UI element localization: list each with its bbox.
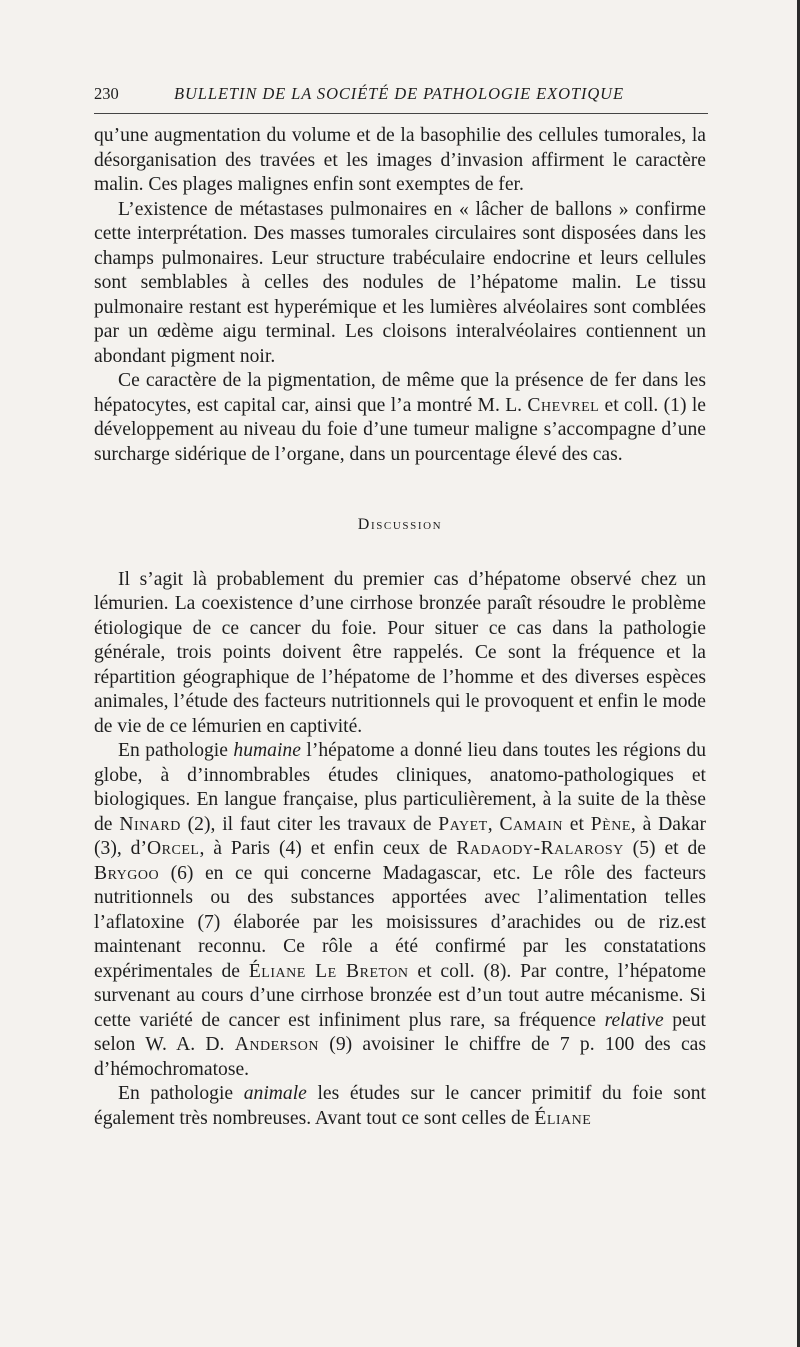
page-number: 230 — [94, 84, 119, 103]
author-name: Orcel — [147, 838, 200, 859]
author-name: Éliane — [534, 1107, 592, 1129]
italic-term: relative — [604, 1009, 664, 1031]
text-run: , — [487, 813, 500, 835]
text-run: (9) avoisiner le chiffre de 7 p. 100 des cas d’hémochromatose. — [94, 1034, 706, 1080]
paragraph-2: L’existence de métastases pulmonaires en « lâcher de ballons » confirme cette interprétation. Des masses tumorales circulaires sont disposées dans les champs pulmonaires. Leur structure trabéculaire endocrine et leurs cellules sont semblables à celles des nodules de l’hépatome malin. Le tissu pulmonaire restant est hyperémique et les lumières alvéolaires sont comblées par un œdème aigu terminal. Les cloisons interalvéolaires contiennent un abondant pigment noir. — [94, 198, 706, 367]
text-run: l’hépatome a donné lieu dans toutes les régions du globe, à d’innombrables études cliniques, anatomo-pathologiques et biologiques. En langue française, plus particulièrement, à la suite de la thèse de — [94, 740, 706, 835]
author-name: Payet — [438, 813, 488, 835]
author-name: Éliane Le Breton — [248, 960, 409, 982]
text-run: et coll. (8). Par contre, l’hépatome survenant au cours d’une cirrhose bronzée est d’un tout autre mécanisme. Si cette variété de cancer est infiniment plus rare, sa fréquence — [94, 960, 706, 1031]
paragraph-4: Il s’agit là probablement du premier cas d’hépatome observé chez un lémurien. La coexistence d’une cirrhose bronzée paraît résoudre le problème étiologique de ce cancer du foie. Pour situer ce cas dans la pathologie générale, trois points doivent être rappelés. Ce sont la fréquence et la répartition géographique de l’hépatome de l’homme et des diverses espèces animales, l’étude des facteurs nutritionnels qui le provoquent et enfin le mode de vie de ce lémurien en captivité. — [94, 568, 706, 737]
text-run: Ce caractère de la pigmentation, de même que la présence de fer dans les hépatocytes, est capital car, ainsi que l’a montré M. L. — [94, 370, 706, 416]
paragraph-1: qu’une augmentation du volume et de la basophilie des cellules tumorales, la désorganisation des travées et les images d’invasion affirment le caractère malin. Ces plages malignes enfin sont exemptes de fer. — [94, 125, 706, 195]
text-run: , à Dakar (3), d’ — [94, 813, 707, 859]
paragraph-6 — [94, 1082, 706, 1131]
author-name: Ninard — [119, 813, 181, 835]
author-name: Radaody-Ralarosy — [456, 838, 624, 859]
body-text — [94, 124, 706, 1131]
section-heading: Discussion — [357, 516, 443, 533]
author-name: Pène — [590, 813, 631, 835]
text-run: les études sur le cancer primitif du foie sont également très nombreuses. Avant tout ce sont celles de — [94, 1083, 706, 1129]
text-run: (6) en ce qui concerne Madagascar, etc. Le rôle des facteurs nutritionnels ou des substances apportées avec l’alimentation telles l’aflatoxine (7) élaborée par les moisissures d’arachides ou de riz.est maintenant reconnu. Ce rôle a été confirmé par les constatations expérimentales de — [94, 862, 706, 982]
author-name: Camain — [499, 813, 563, 835]
text-run: En pathologie — [118, 740, 234, 761]
author-name: Anderson — [234, 1034, 320, 1055]
text-run: , à Paris (4) et enfin ceux de — [199, 838, 457, 859]
italic-term: humaine — [233, 740, 301, 761]
text-run: En pathologie — [118, 1083, 244, 1104]
text-run: et — [562, 813, 591, 835]
author-name: Brygoo — [94, 862, 160, 884]
author-name: Chevrel — [527, 394, 600, 416]
italic-term: animale — [243, 1083, 307, 1104]
header-rule — [94, 113, 708, 114]
text-run: et coll. (1) le développement au niveau du foie d’une tumeur maligne s’accompagne d’une surcharge sidérique de l’organe, dans un pourcentage élevé des cas. — [94, 394, 706, 465]
text-run: (2), il faut citer les travaux de — [180, 813, 439, 835]
paragraph-5 — [94, 739, 706, 1082]
running-title: BULLETIN DE LA SOCIÉTÉ DE PATHOLOGIE EXOTIQUE — [174, 84, 624, 103]
paragraph-3 — [94, 369, 706, 467]
text-run: (5) et de — [623, 838, 707, 859]
text-run: peut selon W. A. D. — [94, 1009, 706, 1055]
